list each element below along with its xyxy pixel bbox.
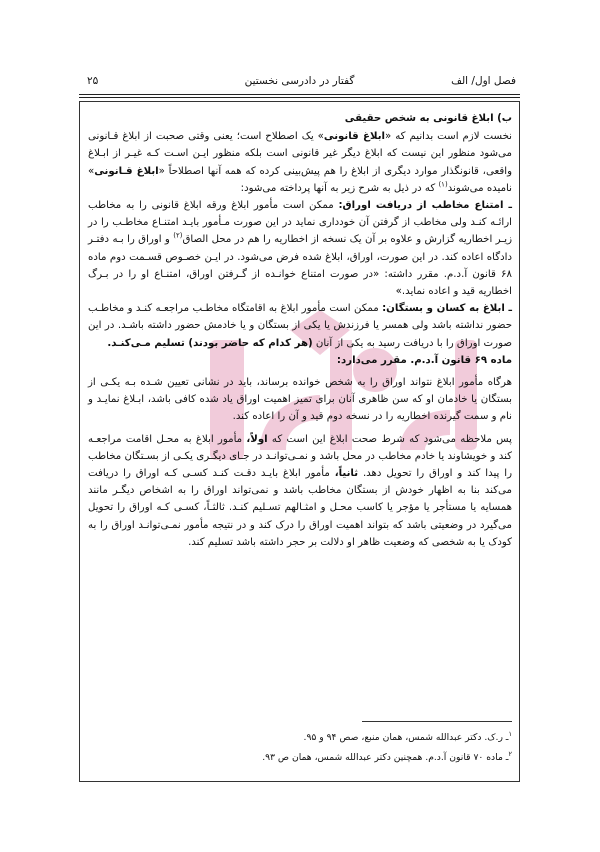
running-title: گفتار در دادرسی نخستین [244, 75, 355, 87]
footnote-mark: ۱ [508, 730, 512, 738]
bold-term: ثانیاً، [334, 468, 359, 480]
page-number: ۲۵ [87, 75, 99, 87]
bold-term: ابلاغ قانونی [323, 131, 386, 143]
running-header [79, 73, 520, 92]
bold-subheading: ـ امتناع مخاطب از دریافت اوراق: [338, 200, 512, 212]
paragraph-refusal [88, 197, 512, 300]
body-text [88, 110, 512, 551]
footnote-ref: (۲) [173, 232, 183, 241]
text-run: و اوراق را بـه دفتـر دادگاه اعاده کند. در این صورت، اوراق، ابلاغ شده فرض می‌شود. در ایـن خصـوص قسـمت دوم ماده ۶۸ قانون آ.د.م. مقرر داشته: «در صورت امتناع خوانـده از گـرفتن اوراق، امتنـاع او را در بـرگ اخطاریه قید و اعاده نماید.» [88, 234, 512, 298]
section-heading: ب) ابلاغ قانونی به شخص حقیقی [344, 113, 512, 124]
header-rule-bottom [79, 97, 520, 98]
footnote-text: ـ ماده ۷۰ قانون آ.د.م. همچنین دکتر عبدالله شمس، همان ص ۹۳. [262, 752, 509, 764]
footnote-ref: (۱) [438, 180, 448, 189]
footnote-text: ـ ر.ک. دکتر عبدالله شمس، همان منبع، صص ۹۴ و ۹۵. [303, 732, 509, 744]
text-run: ممکن است مأمور ابلاغ ورقه ابلاغ قانونی را به مخاطب ارائـه کنـد ولی مخاطب از گرفتن آن خودداری نماید در این صورت مـأمور بایـد امتنـاع مخاطـب را در زیـر اخطاریه گزارش و علاوه بر آن یک نسخه از اخطاریه را هم در محل الصاق [88, 200, 512, 246]
paragraph-article-69: هرگاه مأمور ابلاغ نتواند اوراق را به شخص خوانده برساند، باید در نشانی تعیین شـده بـه یکـی از بستگان یا خادمان او که سن ظاهری آنان برای تمیز اهمیت اوراق یاد شده کافی باشد، ابـلاغ نمایـد و نام و سمت گیرنده اخطاریه را در نسخه دوم قید و آن را اعاده کند. [88, 377, 512, 423]
chapter-label: فصل اول/ الف [451, 75, 516, 87]
paragraph-relatives [88, 300, 512, 352]
footnote-1 [88, 726, 512, 746]
bold-subheading: ـ ابلاغ به کسان و بستگان: [382, 303, 512, 315]
text-run: مأمور ابلاغ به محـل اقامت مراجعـه کند و خویشاوند یا خادم مخاطب در محل باشد و نمـی‌توانـد در جـای دیگـری یکـی از بسـتگان مخاطب را پیدا کند و اوراق را تحویل دهد. [88, 433, 512, 480]
text-run: » یک اصطلاح است؛ یعنی وقتی صحبت از ابلاغ قـانونی می‌شود منظور این نیست که ابلاغ دیگر غیر قانونی است بلکه منظور ایـن اسـت کـه غیـر از ابـلاغ واقعی، قانونگذار موارد دیگری از ابلاغ را هم پیش‌بینی کرده که همه آنها اصطلاحاً « [88, 131, 512, 177]
text-run: مأمور ابلاغ بایـد دقـت کنـد کسـی کـه اوراق را دریافت می‌کند بنا به اظهار خودش از بستگان مخاطب باشد و نمی‌تواند اوراق را به اشخاص دیگـر مانند همسایه یا مستأجر یا مؤجر یا کاسب محـل و امثـالهم تسـلیم کنـد. ثالثـاً، کسـی کـه اوراق را تحویل می‌گیرد در وضعیتی باشد که بتواند اهمیت اوراق را درک کند و در نتیجه مأمور نمـی‌توانـد اوراق را به کودک یا به شخصی که وضعیت ظاهر او دلالت بر حجر داشته باشد تسلیم کند. [88, 468, 512, 548]
paragraph-conditions [88, 431, 512, 551]
text-run: » نامیده می‌شوند [88, 165, 512, 194]
footnote-rule [362, 721, 512, 722]
bold-term: ابلاغ قـانونی [94, 165, 159, 177]
text-run: که در ذیل به شرح زیر به آنها پرداخته می‌شود: [240, 182, 439, 194]
bold-term: (هر کدام که حاضر بودند) تسلیم مـی‌کنـد. [107, 337, 313, 349]
text-run: ممکن است مأمور ابلاغ به اقامتگاه مخاطـب مراجعـه کنـد و مخاطـب حضور نداشته باشد ولی همسر یا فرزندش یا یکی از بستگان و یا خادمش حضور داشته باشـد. در این صورت اوراق را با دریافت رسید به یکی از آنان [88, 303, 512, 349]
footnote-2 [88, 746, 512, 766]
paragraph-intro [88, 128, 512, 197]
bold-term: اولاً، [246, 433, 268, 445]
footnote-mark: ۲ [508, 750, 512, 759]
text-run: نخست لازم است بدانیم که « [385, 131, 512, 143]
header-rule-top [79, 94, 520, 95]
article-69-heading: ماده ۶۹ قانون آ.د.م. مقرر می‌دارد: [336, 354, 512, 366]
text-run: پس ملاحظه می‌شود که شرط صحت ابلاغ این است که [267, 433, 512, 445]
footnotes [88, 726, 512, 766]
